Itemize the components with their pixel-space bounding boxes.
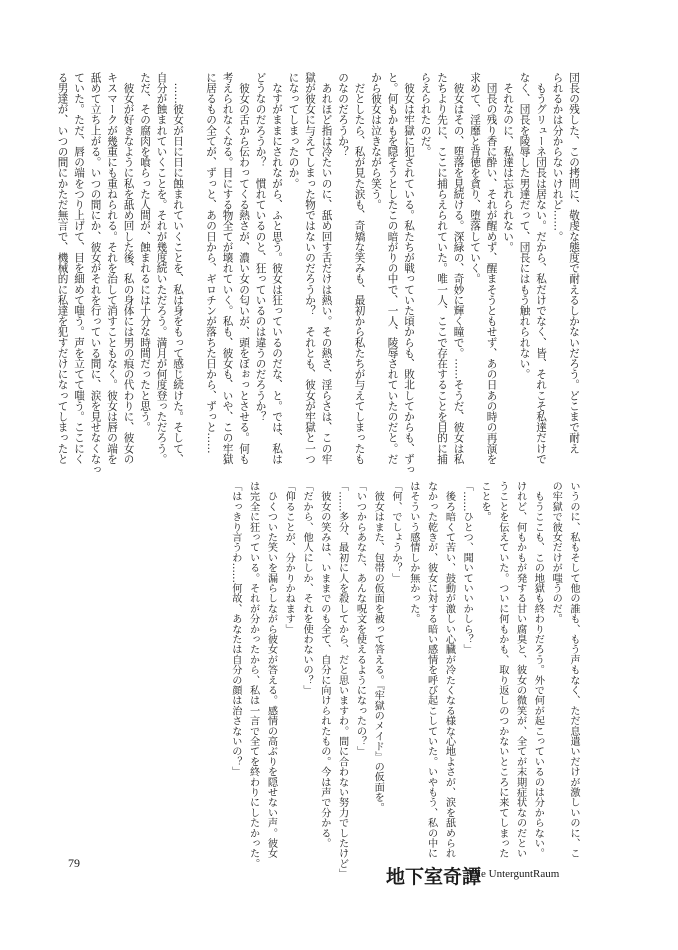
text-column: 「何、でしょうか？」: [390, 481, 402, 583]
text-column: 舐めて立ち上がる。いつの間にか、彼女がそれを行っている間に、涙を見せなくなっ: [89, 72, 102, 475]
text-column: 団長の残した、この拷問に、敬虔な態度で耐えるしかないだろう。どこまで耐え: [568, 72, 580, 454]
text-column: 彼女は牢獄に犯されている。私たちが戦っていた頃からも、敗北してからも、ずっ: [403, 72, 415, 475]
text-column: 「はっきり言うわ……何故、あなたは自分の顔は治さないの？」: [229, 481, 241, 777]
text-column: キスマークが幾重にも重ねられる。それを治して消すこともなく。彼女は唇の端を: [106, 72, 118, 465]
text-column: ことを。: [479, 481, 491, 522]
text-column: ていた。ただ、唇の端をつり上げて、目を細めて嗤う。声を立てて嗤う。ここにく: [73, 72, 85, 465]
text-column: の牢獄で彼女だけが嗤うのだ。: [550, 481, 562, 624]
text-column: けれど、何もかもが発する甘い腐臭と、彼女の微笑が、全てが末期症状なのだとい: [514, 481, 526, 859]
text-column: と。何もかもを隠そうとしたこの暗がりの中で、一人、陵辱されていたのだと。だ: [386, 72, 399, 465]
text-column: られるかは分からないけれど……。: [551, 72, 564, 242]
text-column: 「いつからあなた、あんな呪文を使えるようになったの？」: [354, 481, 366, 757]
text-column: る男達が、いつの間にかただ無言で、機械的に私達を犯すだけになってしまったと: [56, 72, 69, 465]
text-column: なすがままにされながら、ふと思う。彼女は狂っているのだな、と。では、私は: [271, 72, 283, 465]
text-column: 考えられなくなる。目にする物全てが壊れていく。私も、彼女も、いや、この牢獄: [221, 72, 234, 465]
text-column: 自分が蝕まれていくことを。それが幾度続いただろう。満月が何度登っただろう。: [155, 72, 168, 465]
text-column: 後ろ暗くて苦い、鼓動が激しい心臓が冷たくなる様な心地よさが、涙を舐められ: [443, 481, 455, 859]
text-column: それなのに、私達は忘れられない。: [502, 72, 514, 253]
text-column: だとしたら、私が見た涙も、奇矯な笑みも、最初から私たちが与えてしまったも: [353, 72, 366, 465]
text-column: なかった乾きが、彼女に対する暗い感情を呼び起こしていた。いやもう、私の中に: [425, 481, 437, 859]
text-column: 「だから、他人にしか、それを使わないの？」: [301, 481, 313, 696]
text-column: 彼女の笑みは、いままでのも全て、自分に向けられたもの。今は声で分かる。: [318, 481, 330, 849]
text-column: どうなのだろうか？ 慣れているのと、狂っているのは違うのだろうか？: [254, 72, 267, 422]
text-column: 求めて、淫靡と背徳を貪り、堕落していく。: [469, 72, 481, 284]
text-column: から彼女は泣きながら笑う。: [370, 72, 382, 210]
text-column: 彼女はまた、包帯の仮面を被って答える。『牢獄のメイド』の仮面を。: [372, 481, 384, 813]
text-column: 彼女の舌から伝わってくる熱さが、濃い女の匂いが、頭をぼぉっとさせる。何も: [238, 72, 250, 465]
page-number: 79: [68, 856, 80, 870]
book-subtitle: Die UnterguntRaum: [470, 868, 560, 880]
upper-text-block: [56, 72, 582, 475]
text-column: 「仰ることが、分かりかねます」: [283, 481, 295, 634]
text-column: 獄が彼女に与えてしまった物ではないのだろうか？ それとも、彼女が牢獄と一つ: [304, 72, 316, 465]
book-title: 地下室奇譚: [386, 866, 482, 888]
text-column: になってしまったのか。: [287, 72, 300, 189]
text-column: うことを伝えていた。ついに何もかも、取り返しのつかないところに来てしまった: [496, 481, 508, 859]
text-column: はそういう感情しか無かった。: [407, 481, 419, 624]
text-column: 「……ひとつ、聞いていいかしら？」: [461, 481, 473, 655]
text-column: に居るもの全てが、ずっと、あの日から、ギロチンが落ちた日から、ずっと……: [205, 72, 217, 454]
text-column: ただ、その腐肉を喰らった人間が、蝕まれるには十分な時間だったと思う。: [139, 72, 151, 433]
text-column: あれほど指は冷たいのに、舐め回す舌だけは熱い。その熱さ、淫らさは、この牢: [320, 72, 333, 465]
text-column: 団長の残り香に酔い、それが醒めず、醒まそうともせず、あの日あの時の再演を: [485, 72, 498, 465]
text-column: たちより先に、ここに捕らえられていた。唯一人、ここで存在することを目的に捕: [436, 72, 448, 465]
text-column: のなのだろうか？: [337, 72, 349, 157]
text-column: いうのに、私もそして他の誰も、もう声もなく、ただ息遣いだけが激しいのに、こ: [568, 481, 579, 859]
text-column: らえられたのだ。: [419, 72, 432, 157]
text-column: もうここも、この地獄も終わりだろう。外で何が起こっているのは分からない。: [532, 481, 544, 859]
text-column: 「……多分、最初に人を殺してから、だと思いますわ。間に合わない努力でしたけど」: [336, 481, 348, 879]
text-column: ひくついた笑いを漏らしながら彼女が答える。感情の高ぶりを隠せない声。彼女: [265, 481, 277, 859]
text-column: は完全に狂っている。それが分かったから、私は一言で全てを終わりにしたかった。: [247, 481, 259, 869]
text-column: 彼女が好きなように私を舐め回した後、私の身体には男の痕の代わりに、彼女の: [122, 72, 135, 465]
text-column: 彼女はその、堕落を見続ける。深緑の、奇妙に輝く瞳で。……そうだ、彼女は私: [452, 72, 465, 465]
text-column: ……彼女が日に日に蝕まれていくことを、私は身をもって感じ続けた。そして、: [172, 72, 184, 465]
text-column: もうグリューネ団長は居ない。だから、私だけでなく、皆、それこそ私達だけで: [535, 72, 547, 465]
text-column: [186, 72, 203, 470]
text-column: なく、団長を陵辱した男達だって、団長にはもう触れられない。: [518, 72, 531, 380]
